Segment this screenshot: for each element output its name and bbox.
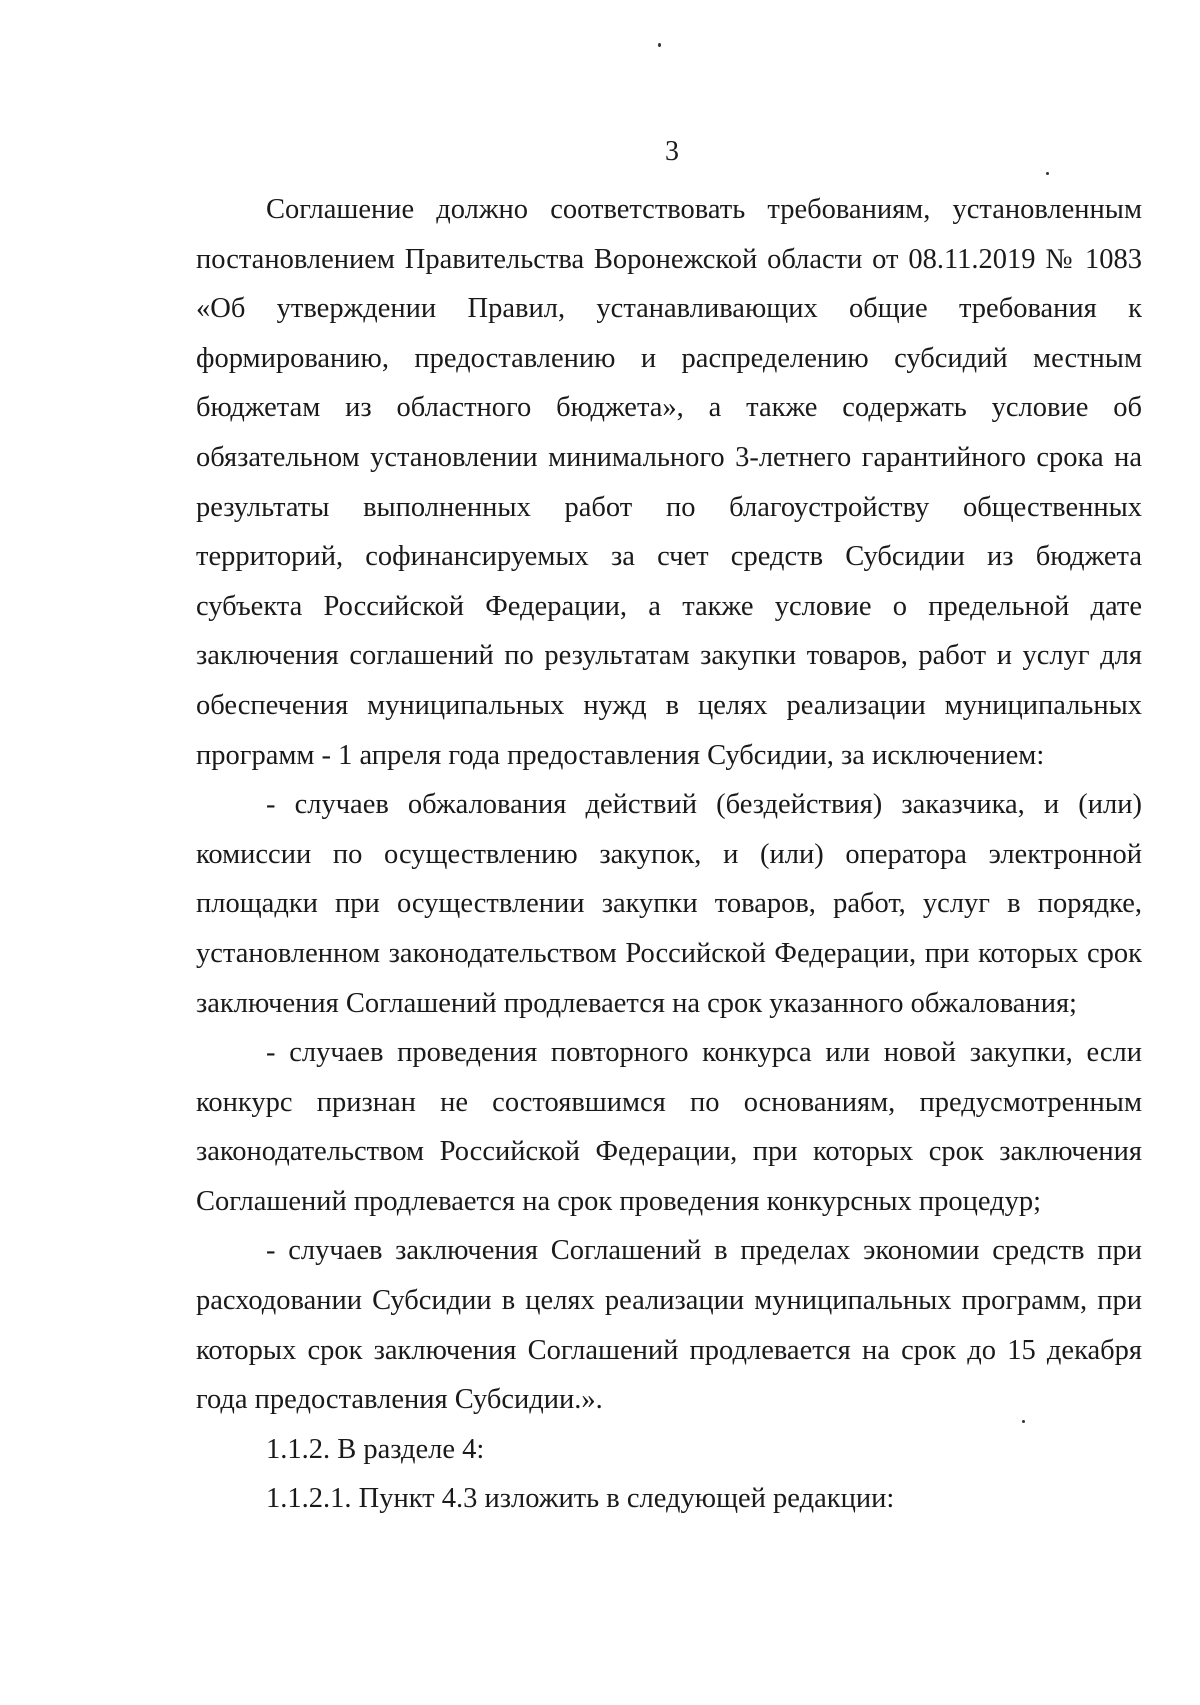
paragraph-agreement-requirements: Соглашение должно соответствовать требованиям, установленным постановлением Правительства Воронежской области от 08.11.2019 № 1083 «Об утверждении Правил, устанавливающих общие требования к формированию, предоставлению и распределению субсидий местным бюджетам из областного бюджета», а также содержать условие об обязательном установлении минимального 3-летнего гарантийного срока на результаты выполненных работ по благоустройству общественных территорий, софинансируемых за счет средств Субсидии из бюджета субъекта Российской Федерации, а также условие о предельной дате заключения соглашений по результатам закупки товаров, работ и услуг для обеспечения муниципальных нужд в целях реализации муниципальных программ - 1 апреля года предоставления Субсидии, за исключением: [196, 194, 1142, 771]
paragraph-exception-repeat-tender: - случаев проведения повторного конкурса или новой закупки, если конкурс признан не состоявшимся по основаниям, предусмотренным законодательством Российской Федерации, при которых срок заключения Соглашений продлевается на срок проведения конкурсных процедур; [196, 1037, 1142, 1217]
scan-speck [1046, 172, 1049, 175]
paragraph-clause-4-3: 1.1.2.1. Пункт 4.3 изложить в следующей редакции: [266, 1483, 895, 1515]
paragraph-exception-appeal: - случаев обжалования действий (бездействия) заказчика, и (или) комиссии по осуществлению закупок, и (или) оператора электронной площадки при осуществлении закупки товаров, работ, услуг в порядке, установленном законодательством Российской Федерации, при которых срок заключения Соглашений продлевается на срок указанного обжалования; [196, 789, 1142, 1019]
scan-speck [658, 43, 661, 47]
paragraph-section-4: 1.1.2. В разделе 4: [266, 1433, 485, 1465]
page-number: 3 [665, 136, 679, 167]
paragraph-exception-savings: - случаев заключения Соглашений в пределах экономии средств при расходовании Субсидии в целях реализации муниципальных программ, при которых срок заключения Соглашений продлевается на срок до 15 декабря года предоставления Субсидии.». [196, 1235, 1142, 1416]
document-body [196, 185, 1142, 1524]
